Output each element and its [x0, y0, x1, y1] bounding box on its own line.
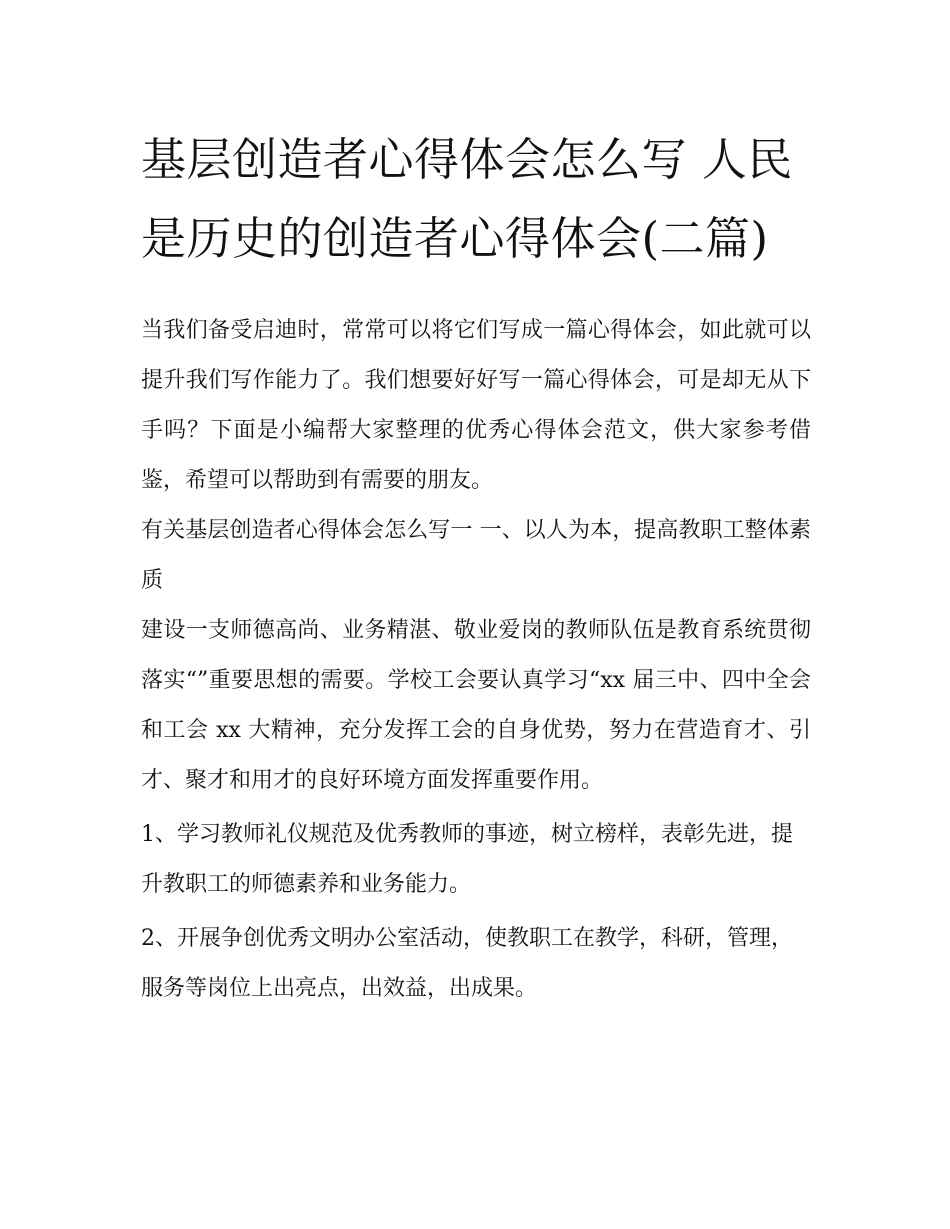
body-paragraph: 建设一支师德高尚、业务精湛、敬业爱岗的教师队伍是教育系统贯彻落实“”重要思想的需要。学校工会要认真学习“xx 届三中、四中全会和工会 xx 大精神，充分发挥工会的自身优势，努力在营造育才、引才、聚才和用才的良好环境方面发挥重要作用。: [141, 618, 811, 793]
intro-paragraph: 当我们备受启迪时，常常可以将它们写成一篇心得体会，如此就可以提升我们写作能力了。我们想要好好写一篇心得体会，可是却无从下手吗？下面是小编帮大家整理的优秀心得体会范文，供大家参考借鉴，希望可以帮助到有需要的朋友。: [141, 318, 811, 493]
list-item-2: 2、开展争创优秀文明办公室活动，使教职工在教学，科研，管理，服务等岗位上出亮点，出效益，出成果。: [141, 926, 793, 1001]
document-body: [141, 306, 811, 1014]
document-title: 基层创造者心得体会怎么写 人民是历史的创造者心得体会(二篇): [141, 133, 793, 265]
document-content: [141, 120, 811, 1014]
section-heading-paragraph: 有关基层创造者心得体会怎么写一 一、以人为本，提高教职工整体素质: [141, 518, 811, 593]
list-item-1: 1、学习教师礼仪规范及优秀教师的事迹，树立榜样，表彰先进，提升教职工的师德素养和业务能力。: [141, 822, 793, 897]
